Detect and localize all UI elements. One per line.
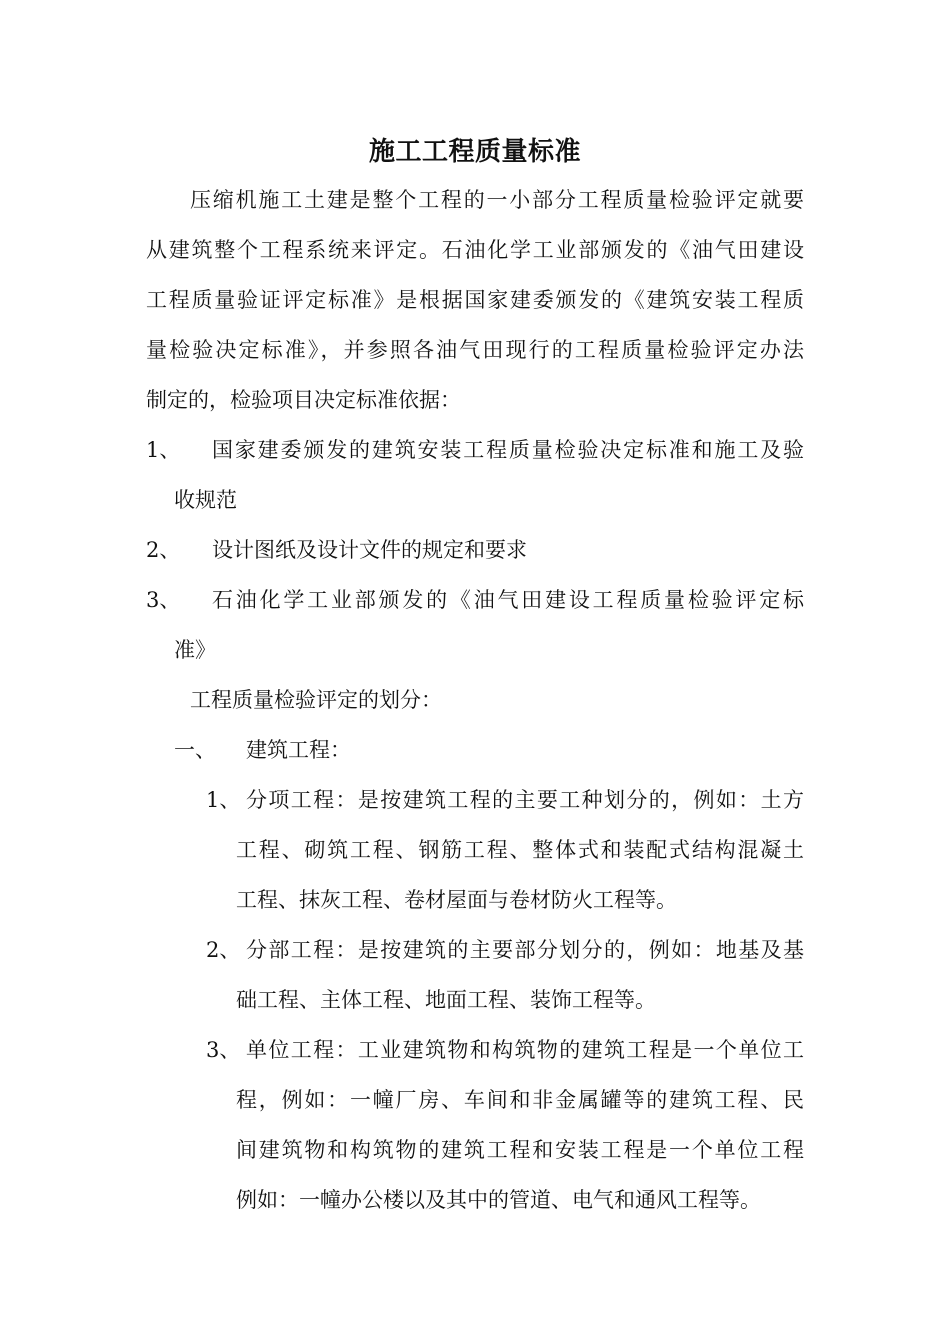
- section-label: 建筑工程：: [246, 738, 351, 762]
- item-text: 础工程、主体工程、地面工程、装饰工程等。: [236, 988, 656, 1012]
- intro-line: 从建筑整个工程系统来评定。石油化学工业部颁发的《油气田建设: [146, 238, 804, 262]
- basis-item-text: 准》: [174, 638, 216, 662]
- intro-line: 量检验决定标准》，并参照各油气田现行的工程质量检验评定办法: [146, 338, 804, 362]
- item-number: 1、: [206, 788, 241, 812]
- item-text: 间建筑物和构筑物的建筑工程和安装工程是一个单位工程: [236, 1138, 804, 1162]
- item-number: 3、: [206, 1038, 241, 1062]
- item-text: 分部工程：是按建筑的主要部分划分的，例如：地基及基: [246, 938, 804, 962]
- basis-item-text: 石油化学工业部颁发的《油气田建设工程质量检验评定标: [212, 588, 804, 612]
- intro-line: 工程质量验证评定标准》是根据国家建委颁发的《建筑安装工程质: [146, 288, 804, 312]
- item-text: 单位工程：工业建筑物和构筑物的建筑工程是一个单位工: [246, 1038, 804, 1062]
- basis-item-text: 国家建委颁发的建筑安装工程质量检验决定标准和施工及验: [212, 438, 804, 462]
- item-text: 例如：一幢办公楼以及其中的管道、电气和通风工程等。: [236, 1188, 761, 1212]
- intro-line: 制定的，检验项目决定标准依据：: [146, 388, 461, 412]
- item-text: 工程、抹灰工程、卷材屋面与卷材防火工程等。: [236, 888, 677, 912]
- basis-number: 2、: [146, 538, 181, 562]
- basis-item-text: 设计图纸及设计文件的规定和要求: [212, 538, 527, 562]
- basis-item-text: 收规范: [174, 488, 237, 512]
- intro-line: 压缩机施工土建是整个工程的一小部分工程质量检验评定就要: [190, 188, 804, 212]
- basis-number: 1、: [146, 438, 181, 462]
- section-number: 一、: [174, 738, 216, 762]
- document-title: 施工工程质量标准: [368, 137, 581, 167]
- item-text: 程，例如：一幢厂房、车间和非金属罐等的建筑工程、民: [236, 1088, 804, 1112]
- division-heading: 工程质量检验评定的划分：: [190, 688, 442, 712]
- basis-number: 3、: [146, 588, 181, 612]
- item-number: 2、: [206, 938, 241, 962]
- item-text: 分项工程：是按建筑工程的主要工种划分的，例如：土方: [246, 788, 804, 812]
- item-text: 工程、砌筑工程、钢筋工程、整体式和装配式结构混凝土: [236, 838, 804, 862]
